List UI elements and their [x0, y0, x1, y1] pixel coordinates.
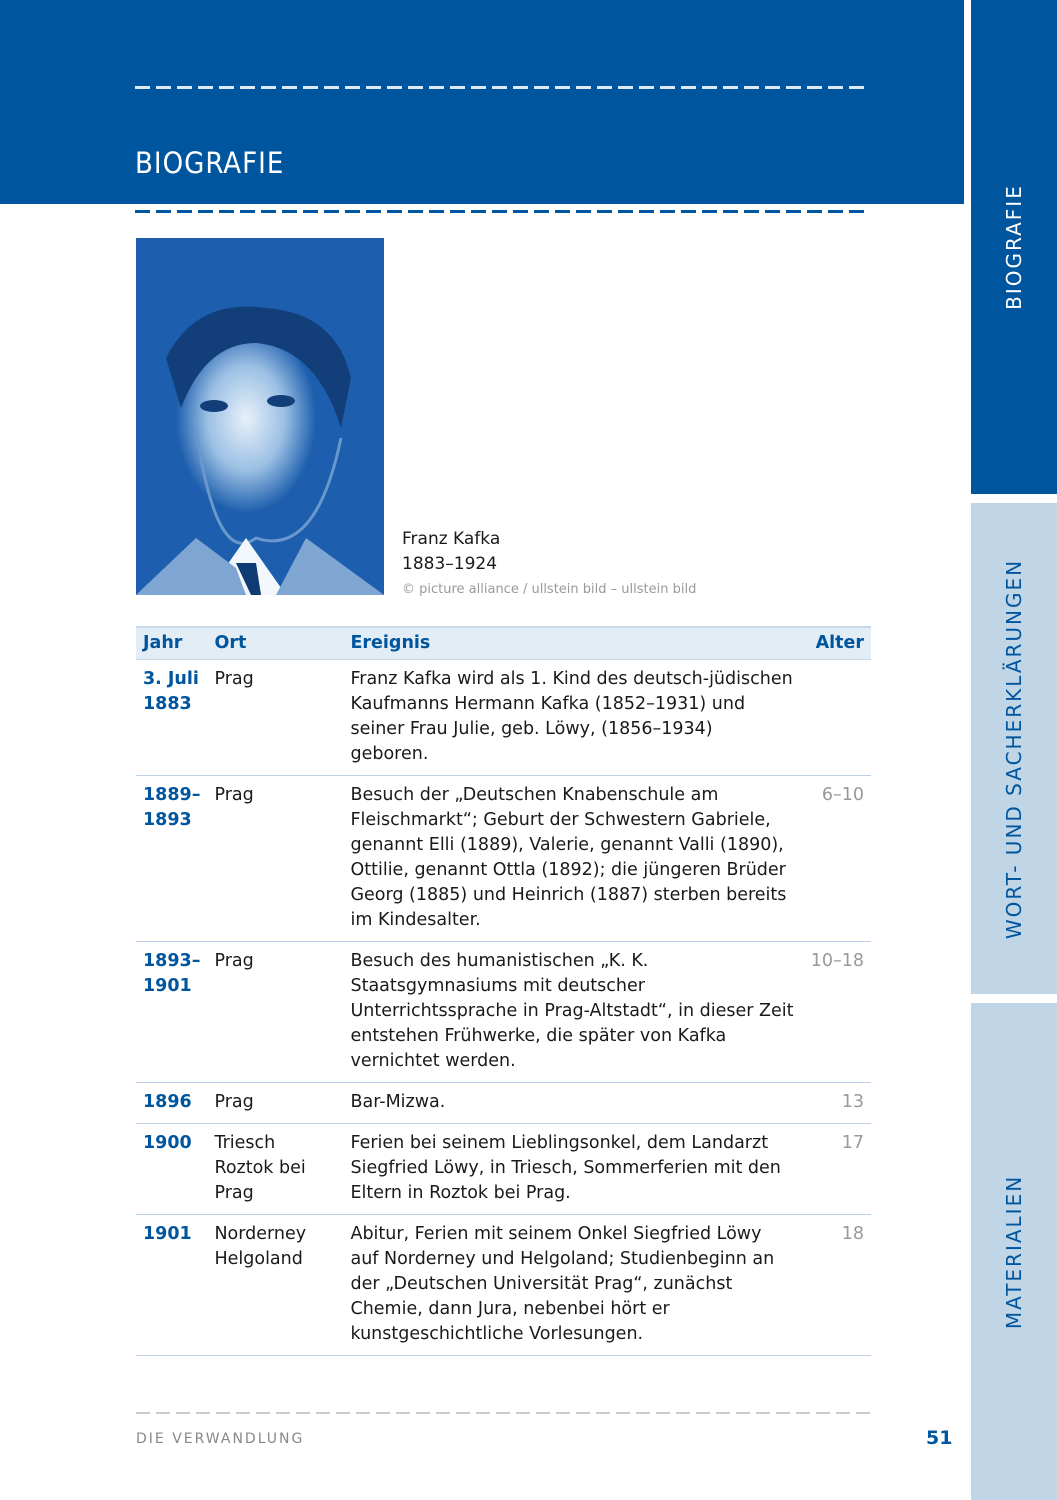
table-row — [136, 1123, 871, 1214]
cell-ereignis: Besuch des humanistischen „K. K. Staatsgymnasiums mit deutscher Unterrichtssprache in Prag-Altstadt“, in dieser Zeit entstehen Frühwerke, die später von Kafka vernichtet werden. — [343, 941, 801, 1082]
tab-materialien[interactable] — [971, 1003, 1057, 1500]
cell-jahr: 1896 — [136, 1082, 207, 1123]
cell-ereignis: Abitur, Ferien mit seinem Onkel Siegfried Löwy auf Norderney und Helgoland; Studienbeginn an der „Deutschen Universität Prag“, zunächst Chemie, dann Jura, nebenbei hört er kunstgeschichtliche Vorlesungen. — [343, 1214, 801, 1355]
cell-alter: 10–18 — [801, 941, 871, 1082]
cell-ereignis: Bar-Mizwa. — [343, 1082, 801, 1123]
table-row — [136, 1214, 871, 1355]
cell-jahr: 1901 — [136, 1214, 207, 1355]
photo-caption — [402, 527, 500, 577]
divider — [135, 210, 866, 213]
tab-label: BIOGRAFIE — [1002, 184, 1027, 310]
cell-ort: Norderney Helgoland — [207, 1214, 343, 1355]
cell-ereignis: Besuch der „Deutschen Knabenschule am Fleischmarkt“; Geburt der Schwestern Gabriele, genannt Elli (1889), Valerie, genannt Valli (1890), Ottilie, genannt Ottla (1892); die jüngeren Brüder Georg (1885) und Heinrich (1887) sterben bereits im Kindesalter. — [343, 775, 801, 941]
tab-label: MATERIALIEN — [1002, 1174, 1027, 1329]
page-number: 51 — [926, 1427, 953, 1449]
cell-alter: 17 — [801, 1123, 871, 1214]
table-row — [136, 659, 871, 775]
tab-wort-und-sacherklaerungen[interactable] — [971, 503, 1057, 994]
cell-jahr: 1893–1901 — [136, 941, 207, 1082]
cell-jahr: 3. Juli 1883 — [136, 659, 207, 775]
col-ort: Ort — [207, 627, 343, 659]
cell-ort: Prag — [207, 941, 343, 1082]
cell-alter: 18 — [801, 1214, 871, 1355]
caption-years: 1883–1924 — [402, 554, 498, 574]
col-ereignis: Ereignis — [343, 627, 801, 659]
cell-ereignis: Franz Kafka wird als 1. Kind des deutsch-jüdischen Kaufmanns Hermann Kafka (1852–1931) und seiner Frau Julie, geb. Löwy, (1856–1934) geboren. — [343, 659, 801, 775]
cell-jahr: 1900 — [136, 1123, 207, 1214]
cell-ereignis: Ferien bei seinem Lieblingsonkel, dem Landarzt Siegfried Löwy, in Triesch, Sommerferien mit den Eltern in Roztok bei Prag. — [343, 1123, 801, 1214]
col-alter: Alter — [801, 627, 871, 659]
cell-alter: 6–10 — [801, 775, 871, 941]
page-title: BIOGRAFIE — [135, 146, 285, 180]
caption-name: Franz Kafka — [402, 529, 501, 549]
portrait-illustration — [136, 238, 384, 595]
photo-credit: © picture alliance / ullstein bild – ullstein bild — [402, 582, 697, 597]
biography-table — [136, 626, 871, 1356]
cell-ort: Prag — [207, 775, 343, 941]
table-row — [136, 1082, 871, 1123]
table-header-row — [136, 627, 871, 659]
cell-ort: Triesch Roztok bei Prag — [207, 1123, 343, 1214]
col-jahr: Jahr — [136, 627, 207, 659]
divider — [135, 86, 866, 89]
cell-alter — [801, 659, 871, 775]
table-row — [136, 775, 871, 941]
footer-divider — [136, 1412, 871, 1414]
tab-label: WORT- UND SACHERKLÄRUNGEN — [1002, 558, 1027, 939]
header-banner — [0, 0, 964, 204]
cell-jahr: 1889–1893 — [136, 775, 207, 941]
book-title: DIE VERWANDLUNG — [136, 1431, 305, 1447]
cell-alter: 13 — [801, 1082, 871, 1123]
cell-ort: Prag — [207, 659, 343, 775]
tab-biografie[interactable] — [971, 0, 1057, 494]
cell-ort: Prag — [207, 1082, 343, 1123]
table-row — [136, 941, 871, 1082]
portrait-photo — [136, 238, 384, 595]
